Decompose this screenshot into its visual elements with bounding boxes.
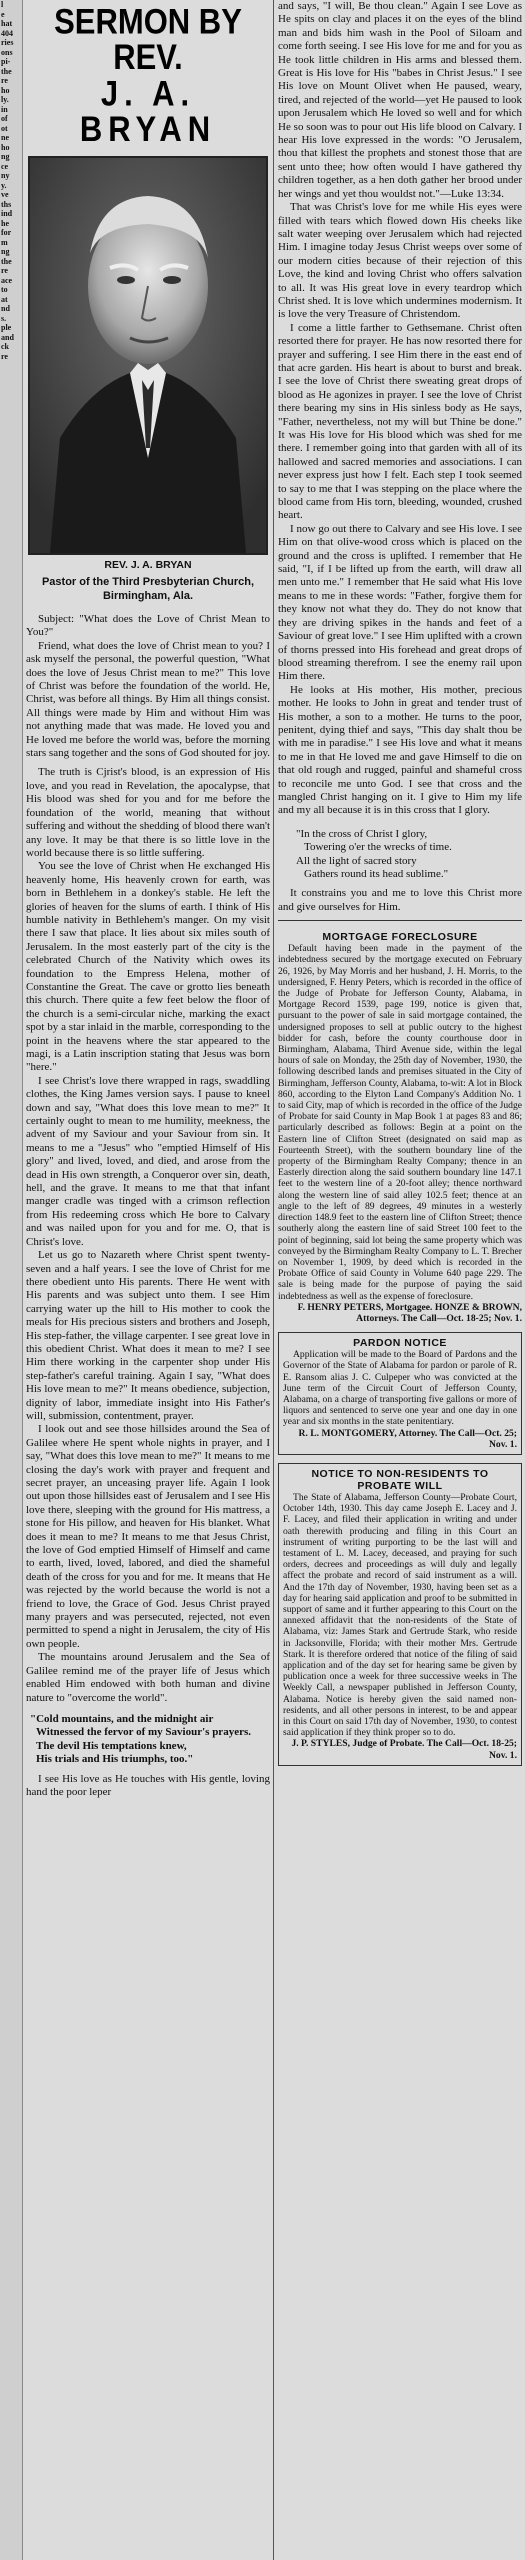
gutter-fragment: hat (1, 19, 13, 28)
gutter-fragment: y. (1, 180, 7, 190)
article-paragraph: I come a little farther to Gethsemane. Christ often resorted there for prayer. He has now resorted there for prayer and suffering. I see Him there in the east end of that acre garden. His heart is about to burst and break. I see the love of Christ there sweating great drops of blood as He agonizes in prayer. I see the love of Christ there bearing my sins in His sinless body as He says, "Father, nevertheless, not my will but Thine be done." It was His love for His blood which was shed for me there. I remember going into that garden with all of its hallowed and sacred memories and associations. I can never express just how I felt. Each step I took seemed to say to me that I was stepping on the place where the blood came from His torn, bleeding, wounded, crushed heart. (278, 321, 522, 522)
gutter-fragment: to (1, 285, 8, 294)
pardon-notice-body: Application will be made to the Board of Pardons and the Governor of the State of Alabama for pardon or parole of R. E. Ransom alias J. C. Culpeper who was convicted at the June term of the Circuit Court of Jefferson County, Alabama, on a charge of transporting five gallons or more of liquors and sentenced to serve one year and one day in one year and six months in the state penitentiary. (283, 1349, 517, 1428)
gutter-fragment: re (1, 351, 8, 361)
gutter-fragment: ho (1, 142, 10, 152)
hymn-line: All the light of sacred story (296, 854, 417, 867)
gutter-fragment: e (1, 9, 5, 19)
article-paragraph: That was Christ's love for me while His eyes were filled with tears which flowed down His cheeks like salt water weeping over Jerusalem which had rejected Him. I imagine today Jesus Christ weeps over some of our modern cities because of their rejection of this Love, the kind and loving Christ who offers salvation to all. It was His great love in every teardrop which Christ shed. It is love which undermines modernism. It is love the very Treasure of Christendom. (278, 201, 522, 321)
article-paragraph: Let us go to Nazareth where Christ spent twenty-seven and a half years. I see the love of Christ for me there obedient unto His parents. There He went with His parents and was subject unto them. I see Him carrying water up the hill to His mother to cook the meals for His precious sisters and brothers and Joseph, His step-father, the village carpenter. I see great love in this obedient Christ. What does it mean to me? I see Him there working in the carpenter shop under His step-father's careful training. Again I say, "What does His love mean to me?" It means obedience, subjection, dignity of labor, immediate insight into His Father's will, submission, contentment, prayer. (26, 1249, 270, 1422)
article-paragraph: You see the love of Christ when He exchanged His heavenly home, His heavenly crown for earth, was born in Bethlehem in a donkey's stable. He left the glories of heaven for the slums of earth. I think of His humble nativity in Bethlehem's manger. On my visit there I saw that place. It lies about six miles south of Jerusalem. In the most easterly part of the city is the celebrated Church of the Nativity which owes its foundation to the Empress Helena, mother of Constantine the Great. The cave or grotto lies beneath this church. There quite a few feet below the floor of the church is a semi-circular niche, marking the exact spot by a star inlaid in the marble, corresponding to the point in the heavens where the star appeared to the magi, is a Latin inscription stating that Jesus was born "here." (26, 860, 270, 1074)
article-body-left (26, 613, 270, 1799)
article-paragraph: The truth is Cjrist's blood, is an expression of His love, and you read in Revelation, the apocalypse, that His blood was shed for you and for me before the foundation of the world, meaning that without suffering and without the shedding of blood there wan't any love. It may be that there is so little love in the world because there is so little suffering. (26, 766, 270, 859)
pardon-notice-box (278, 1332, 522, 1455)
gutter-fragment: ng (1, 152, 10, 161)
gutter-fragment: re (1, 76, 8, 85)
gutter-fragment: ng (1, 247, 10, 256)
article-closing-paragraph: It constrains you and me to love this Christ more and give ourselves for Him. (278, 887, 522, 913)
poem-line: The devil His temptations knew, (36, 1739, 187, 1752)
pastor-portrait-photo (28, 156, 268, 555)
portrait-illustration (30, 158, 266, 553)
gutter-fragment: ot (1, 123, 8, 133)
article-paragraph: I see Christ's love there wrapped in rags, swaddling clothes, the King James version says. I pause to kneel down and say, "What does this love mean to me?" It certainly ought to mean to me humility, meekness, the advent of my Saviour and your Saviour from sin. It means to me a "Jesus" who "emptied Himself of His glory" and lived, loved, and died, and arose from the dead in His own strength, a Conqueror over sin, death, hell, and the grave. It means to me that that infant manger cradle was tinged with a crimson reflection from His redeeming cross which He bore to Calvary and was nailed upon for you and for me. O, that is Christ's love. (26, 1074, 270, 1248)
gutter-fragment: ve (1, 190, 9, 199)
poem-line: "Cold mountains, and the midnight air (30, 1712, 214, 1725)
article-paragraph: Friend, what does the love of Christ mean to you? I ask myself the personal, the powerful question, "What does the love of Jesus Christ mean to me?" This love of Christ was before the foundation of the world. He, Christ, was before all things. By Him all things consist. All things were made by Him and without Him was not anything made that was made. He loved you and He loved me before the world was, before the morning stars sang together and the sons of God shouted for joy. (26, 639, 270, 760)
article-column-right (278, 0, 522, 2560)
mortgage-notice-signature: F. HENRY PETERS, Mortgagee. HONZE & BROWN, Attorneys. The Call—Oct. 18-25; Nov. 1. (297, 1301, 522, 1324)
photo-caption-name: REV. J. A. BRYAN (104, 559, 192, 571)
article-paragraph: He looks at His mother, His mother, precious mother. He looks to John in great and tender trust of His mother, a son to a mother. He turns to the poor, penitent, dying thief and says, "This day shalt thou be with me in paradise." I see His love and what it means to me in that He loved me and gave Himself to die on that old rough and rugged, painful and shameful cross to reconcile me unto God. I see that cross and the mangled Christ hanging on it. I give to Him my life and my all because it is in this cross that I glory. (278, 683, 522, 817)
gutter-fragment: l (1, 0, 4, 9)
gutter-fragment: pi- (1, 57, 11, 66)
nonresident-notice-box (278, 1463, 522, 1766)
mortgage-foreclosure-heading: MORTGAGE FORECLOSURE (322, 931, 478, 944)
gutter-fragment: ries (1, 38, 14, 47)
gutter-fragment: and (1, 332, 14, 342)
hymn-line: Towering o'er the wrecks of time. (304, 841, 452, 854)
article-paragraph: Subject: "What does the Love of Christ Mean to You?" (26, 613, 270, 639)
gutter-fragment: s. (1, 313, 7, 323)
gutter-fragment: in (1, 104, 8, 114)
gutter-fragment: ths (1, 199, 12, 209)
pardon-notice-signature: R. L. MONTGOMERY, Attorney. The Call—Oct. 25; Nov. 1. (298, 1427, 517, 1450)
gutter-fragment: ple (1, 323, 12, 332)
mortgage-notice-body: Default having been made in the payment of the indebtedness secured by the mortgage executed on February 26, 1926, by May Morris and her husband, J. H. Morris, to the undersigned, F. Henry Peters, which is recorded in the office of the Judge of Probate for Jefferson County, Alabama, in Mortgage Record 1539, page 199, notice is given that, pursuant to the power of sale in said mortgage contained, the undersigned proposes to sell at public outcry to the highest bidder for cash, before the county courthouse door in Birmingham, Alabama, Third Avenue side, within the legal hours of sale on Monday, the 25th day of November, 1930, the following described lands and premises situated in the City of Birmingham, Jefferson County, Alabama, to-wit: A lot in Block 860, according to the Elyton Land Company's Addition No. 1 to said City, map of which is recorded in the office of the Judge of Probate for said County in Map Book 1 at pages 83 and 86; particularly described as follows: Begin at a point on the Eastern line of Clifton Street (designated on said map as Fourteenth Street), with the southern boundary line of the property of the Birmingham Realty Company; thence in an Easterly direction along the said southern boundary line 147.1 feet to the western line of a 20-foot alley; thence northward along the western line of said alley 102.5 feet; thence at an angle to the left of 89 degrees, 49 minutes in a westerly direction 148.9 feet to the eastern line of Clifton Street; thence southerly along the eastern line of said Street 100 feet to the point of beginning, said lot being the same property which was conveyed by the Birmingham Realty Company to L. T. Brecher on November 1, 1909, by deed which is recorded in the Probate Office of said County in Volume 640 page 229. The sale is being made for the purpose of paying the said indebtedness as well as the expense of foreclosure. (278, 943, 522, 1302)
gutter-fragment: at (1, 294, 8, 304)
gutter-fragment: for (1, 228, 12, 237)
poem-line: His trials and His triumphs, too." (36, 1753, 194, 1766)
photo-caption-subtitle: Pastor of the Third Presbyterian Church, Birmingham, Ala. (41, 576, 255, 602)
gutter-fragment: the (1, 256, 12, 266)
pardon-notice-heading: PARDON NOTICE (353, 1337, 447, 1350)
gutter-fragment: ind (1, 209, 13, 218)
gutter-fragment: of (1, 114, 8, 123)
hymn-quote (278, 828, 522, 882)
gutter-fragment: ons (1, 47, 13, 57)
gutter-fragment: the (1, 66, 12, 76)
article-paragraph: I see His love as He touches with His gentle, loving hand the poor leper (26, 1772, 270, 1798)
article-column-left (26, 0, 270, 2560)
column-rule (273, 0, 274, 2560)
gutter-fragment: ace (1, 275, 13, 285)
gutter-fragment: ne (1, 133, 9, 142)
gutter-fragment: nd (1, 304, 10, 313)
article-paragraph: I look out and see those hillsides around the Sea of Galilee where He spent whole nights in prayer, and I say, "What does this love mean to me?" It means to me closing the day's work with prayer and frequent and secret prayer, an unceasing prayer life. Again I look out upon those hillsides east of Jerusalem and I see His love there, sleeping with the ground for His mattress, a stone for His pillow, and heaven for His blanket. What does it mean to me? It means to me that Jesus Christ, the love of God emptied Himself of Himself and came to earth, lived, loved, labored, and died the shameful death of the cross for you and for me. It means that He was rejected by the world because the world is not a friend to love, the Grace of God. Jesus Christ prayed many prayers and was persecuted, rejected, not even permitted to spend a night in Jerusalem, the city of His own people. (26, 1423, 270, 1650)
article-paragraph: The mountains around Jerusalem and the Sea of Galilee remind me of the prayer life of Jesus which enabled Him endowed with both human and divine nature to "overcome the world". (26, 1651, 270, 1704)
poem-quote (26, 1713, 270, 1767)
section-divider (278, 920, 522, 921)
nonresident-notice-signature: J. P. STYLES, Judge of Probate. The Call—Oct. 18-25; Nov. 1. (291, 1738, 517, 1761)
article-paragraph: and says, "I will, Be thou clean." Again I see Love as He spits on clay and places it on the eyes of the blind man and bids him wash in the Pool of Siloam and come forth seeing. I see His love for me and for you as He took little children in His arms and blessed them. Great is His love for His "babes in Christ Jesus." I see His love on Mount Olivet when He paused, weary, tired, and rejected of the world—yet He paused to look upon Jerusalem which He loved so well and for which He so soon was to pour out His life blood on Calvary. I hear His love expressed in the words: "O Jerusalem, thou that killest the prophets and stonest those that are sent unto thee; how often would I have gathered thy children together, as a hen doth gather her brood under her wings and yet thou wouldst not."—Luke 13:34. (278, 0, 522, 200)
hymn-line: "In the cross of Christ I glory, (296, 827, 428, 840)
gutter-fragment: 404 (1, 28, 13, 38)
gutter-fragment: ny (1, 171, 10, 180)
gutter-fragment: ck (1, 342, 9, 351)
gutter-fragment: m (1, 237, 8, 247)
gutter-fragment: ho (1, 85, 10, 95)
gutter-fragment: ly. (1, 95, 9, 104)
headline-line-2: J. A. BRYAN (79, 73, 217, 149)
nonresident-notice-body: The State of Alabama, Jefferson County—Probate Court, October 14th, 1930. This day came Joseph E. Lacey and J. F. Lacey, and filed their application in writing and under oath therewith producing and filing in this Court an instrument of writing purporting to be the last will and testament of L. M. Lacey, deceased, and praying for such orders, decrees and proceedings as will duly and legally affect the probate and record of said instrument as a will. And the 17th day of November, 1930, having been set as a day for hearing said application and proof to be submitted in support of same and it further appearing to this Court on the annexed affidavit that the non-residents of the State of Alabama, viz: James Stark and Gertrude Stark, who reside in Jacksonville, Florida; with their mother Mrs. Gertrude Stark. It is therefore ordered that notice of the filing of said application and of the day set for hearing same be given by publication once a week for three successive weeks in The Weekly Call, a newspaper published in Jefferson County, Alabama. Notice is hereby given the said named non-residents, and all other persons in interest, to be and appear in this Court on said 17th day of November, 1930, to contest said application if they think proper so to do. (283, 1491, 517, 1739)
gutter-fragment: re (1, 266, 8, 275)
poem-line: Witnessed the fervor of my Saviour's prayers. (36, 1726, 251, 1739)
nonresident-notice-heading: NOTICE TO NON-RESIDENTS TO PROBATE WILL (311, 1467, 489, 1492)
gutter-fragment: he (1, 218, 9, 228)
article-paragraph: I now go out there to Calvary and see His love. I see Him on that olive-wood cross which is placed on the ground and the cross is uplifted. I remember that He said, "I, if I be lifted up from the earth, will draw all men unto me." I remember that He said what His love means to me in these words: "Father, forgive them for they know not what they do. They do not know that they are driving spikes in the hands and feet of a Saviour of great love." I see Him uplifted with a crown of thorns pressed into His forehead and great drops of blood streaming therefrom. I see the enemy rail upon Him there. (278, 522, 522, 683)
headline-line-1: SERMON BY REV. (54, 1, 242, 77)
hymn-line: Gathers round its head sublime." (304, 868, 449, 880)
left-gutter-column (0, 0, 23, 2560)
gutter-fragment: ce (1, 161, 9, 171)
